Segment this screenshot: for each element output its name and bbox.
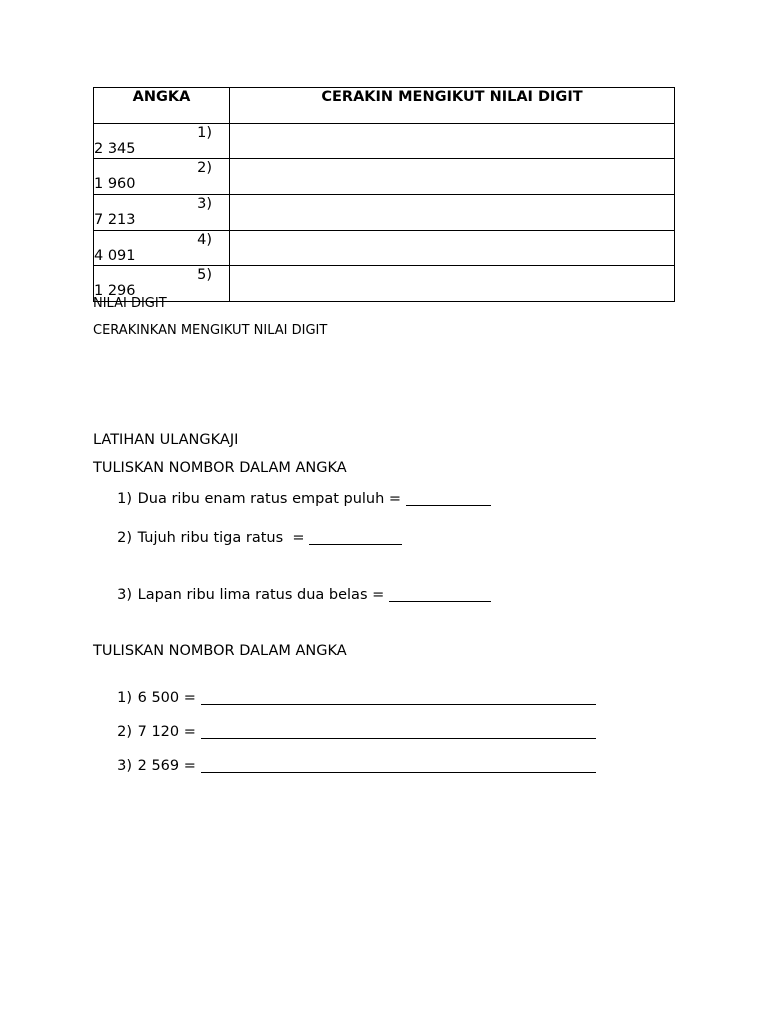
answer-blank[interactable] xyxy=(389,587,491,602)
row-value: 1 296 xyxy=(94,283,136,300)
item-text: 2 569 = xyxy=(137,758,201,774)
section1-subtitle: TULISKAN NOMBOR DALAM ANGKA xyxy=(93,460,347,476)
digit-value-table xyxy=(93,87,675,302)
cerakin-cell[interactable] xyxy=(230,195,675,231)
answer-blank[interactable] xyxy=(406,491,491,506)
item-number: 3) xyxy=(117,587,132,603)
section2-title: TULISKAN NOMBOR DALAM ANGKA xyxy=(93,643,347,659)
item-text: Lapan ribu lima ratus dua belas = xyxy=(137,587,389,603)
angka-cell xyxy=(94,123,230,159)
note-nilai-digit: NILAI DIGIT xyxy=(93,296,167,311)
answer-blank[interactable] xyxy=(201,724,596,739)
header-angka: ANGKA xyxy=(94,88,230,124)
table-row xyxy=(94,230,675,266)
table-header-row xyxy=(94,88,675,124)
section1-title: LATIHAN ULANGKAJI xyxy=(93,432,239,448)
row-value: 7 213 xyxy=(94,212,136,229)
cerakin-cell[interactable] xyxy=(230,159,675,195)
list-item xyxy=(110,721,596,740)
note-cerakinkan: CERAKINKAN MENGIKUT NILAI DIGIT xyxy=(93,323,328,338)
row-value: 4 091 xyxy=(94,247,136,264)
item-number: 3) xyxy=(117,758,132,774)
angka-cell xyxy=(94,230,230,266)
table-row xyxy=(94,266,675,302)
cerakin-cell[interactable] xyxy=(230,266,675,302)
list-item xyxy=(110,488,491,507)
item-number: 2) xyxy=(117,530,132,546)
row-number: 4) xyxy=(197,231,212,248)
answer-blank[interactable] xyxy=(309,530,402,545)
table-row xyxy=(94,159,675,195)
cerakin-cell[interactable] xyxy=(230,123,675,159)
row-number: 1) xyxy=(197,124,212,141)
item-text: Tujuh ribu tiga ratus = xyxy=(137,530,310,546)
table-row xyxy=(94,123,675,159)
answer-blank[interactable] xyxy=(201,758,596,773)
header-cerakin: CERAKIN MENGIKUT NILAI DIGIT xyxy=(230,88,675,124)
answer-blank[interactable] xyxy=(201,690,596,705)
item-text: Dua ribu enam ratus empat puluh = xyxy=(137,491,406,507)
item-text: 6 500 = xyxy=(137,690,201,706)
row-value: 2 345 xyxy=(94,140,136,157)
item-text: 7 120 = xyxy=(137,724,201,740)
row-number: 5) xyxy=(197,267,212,284)
row-number: 3) xyxy=(197,196,212,213)
cerakin-cell[interactable] xyxy=(230,230,675,266)
row-value: 1 960 xyxy=(94,176,136,193)
row-number: 2) xyxy=(197,160,212,177)
angka-cell xyxy=(94,195,230,231)
item-number: 1) xyxy=(117,491,132,507)
list-item xyxy=(110,755,596,774)
table-row xyxy=(94,195,675,231)
item-number: 1) xyxy=(117,690,132,706)
list-item xyxy=(110,687,596,706)
list-item xyxy=(110,527,402,546)
list-item xyxy=(110,584,491,603)
angka-cell xyxy=(94,159,230,195)
item-number: 2) xyxy=(117,724,132,740)
